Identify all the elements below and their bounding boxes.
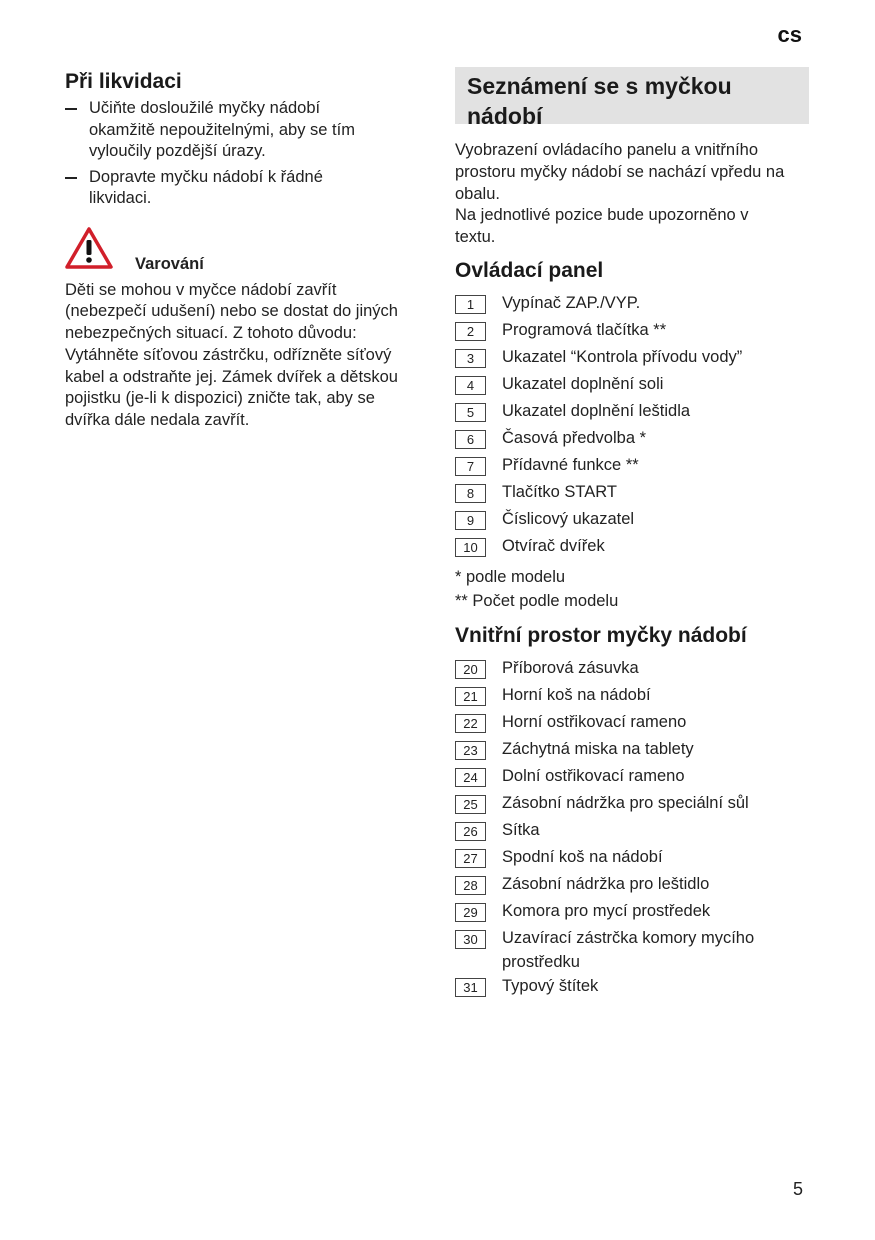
disposal-list (65, 98, 425, 210)
item-label: Ukazatel “Kontrola přívodu vody” (502, 347, 743, 366)
list-item (455, 764, 809, 791)
intro-text-2: Na jednotlivé pozice bude upozorněno v textu. (455, 206, 749, 247)
warning-text: Děti se mohou v myčce nádobí zavřít (nebezpečí udušení) nebo se dostat do jiných nebezpečných situací. Z tohoto důvodu: Vytáhněte síťovou zástrčku, odřízněte síťový kabel a odstraňte jej. Zámek dvířek a dětskou pojistku (je-li k dispozici) zničte tak, aby se dvířka dále nedala zavřít. (65, 280, 398, 430)
warning-triangle-icon (65, 226, 113, 270)
item-number: 9 (455, 511, 486, 530)
list-item (455, 818, 809, 845)
list-item (455, 291, 809, 318)
list-item (455, 710, 809, 737)
interior-heading: Vnitřní prostor myčky nádobí (455, 623, 747, 647)
list-item (455, 683, 809, 710)
item-number: 2 (455, 322, 486, 341)
item-number: 21 (455, 687, 486, 706)
item-label: Sítka (502, 820, 540, 839)
item-number: 31 (455, 978, 486, 997)
item-label: Uzavírací zástrčka komory mycího prostředku (502, 928, 755, 971)
item-label: Komora pro mycí prostředek (502, 901, 711, 920)
item-number: 28 (455, 876, 486, 895)
item-label: Příborová zásuvka (502, 658, 639, 677)
item-label: Vypínač ZAP./VYP. (502, 293, 641, 312)
item-number: 7 (455, 457, 486, 476)
list-item (455, 480, 809, 507)
footnote: ** Počet podle modelu (455, 592, 619, 611)
item-label: Zásobní nádržka pro speciální sůl (502, 793, 749, 812)
list-item (455, 656, 809, 683)
list-item (455, 872, 809, 899)
language-code: cs (777, 22, 802, 47)
list-item (455, 453, 809, 480)
item-label: Číslicový ukazatel (502, 509, 635, 528)
item-number: 29 (455, 903, 486, 922)
item-number: 27 (455, 849, 486, 868)
disposal-heading: Při likvidaci (65, 70, 182, 93)
list-item (455, 974, 809, 1001)
disposal-item: Učiňte dosloužilé myčky nádobí okamžitě nepoužitelnými, aby se tím vyloučily pozdější úrazy. (65, 98, 389, 163)
item-number: 8 (455, 484, 486, 503)
list-item (455, 426, 809, 453)
list-item (455, 791, 809, 818)
footnote: * podle modelu (455, 567, 566, 586)
warning-title: Varování (135, 254, 204, 273)
left-column (65, 70, 425, 432)
item-label: Horní ostřikovací rameno (502, 712, 687, 731)
list-item (455, 534, 809, 561)
interior-list (455, 656, 809, 1001)
item-label: Programová tlačítka ** (502, 320, 667, 339)
item-number: 6 (455, 430, 486, 449)
list-item (455, 345, 809, 372)
item-label: Dolní ostřikovací rameno (502, 766, 685, 785)
list-item (455, 399, 809, 426)
right-column (455, 67, 809, 1001)
item-label: Ukazatel doplnění leštidla (502, 401, 691, 420)
list-item (455, 507, 809, 534)
warning-header (65, 226, 425, 273)
page-number: 5 (792, 1179, 803, 1199)
item-label: Ukazatel doplnění soli (502, 374, 664, 393)
item-number: 5 (455, 403, 486, 422)
control-panel-heading: Ovládací panel (455, 258, 604, 282)
item-number: 30 (455, 930, 486, 949)
list-item (455, 372, 809, 399)
intro-text: Vyobrazení ovládacího panelu a vnitřního prostoru myčky nádobí se nachází vpředu na obalu. (455, 141, 785, 203)
item-number: 10 (455, 538, 486, 557)
item-number: 3 (455, 349, 486, 368)
list-item (455, 845, 809, 872)
item-number: 4 (455, 376, 486, 395)
list-item (455, 318, 809, 345)
list-item (455, 899, 809, 926)
item-number: 20 (455, 660, 486, 679)
item-number: 23 (455, 741, 486, 760)
item-number: 22 (455, 714, 486, 733)
item-label: Zásobní nádržka pro leštidlo (502, 874, 710, 893)
item-number: 1 (455, 295, 486, 314)
item-label: Typový štítek (502, 976, 599, 995)
item-label: Časová předvolba * (502, 428, 647, 447)
list-item (455, 926, 809, 974)
item-label: Přídavné funkce ** (502, 455, 639, 474)
item-label: Spodní koš na nádobí (502, 847, 663, 866)
item-number: 24 (455, 768, 486, 787)
list-item (455, 737, 809, 764)
control-panel-list (455, 291, 809, 561)
item-label: Horní koš na nádobí (502, 685, 651, 704)
item-number: 25 (455, 795, 486, 814)
disposal-item: Dopravte myčku nádobí k řádné likvidaci. (65, 167, 389, 210)
item-label: Záchytná miska na tablety (502, 739, 694, 758)
section-title: Seznámení se s myčkou nádobí (455, 67, 809, 124)
item-label: Otvírač dvířek (502, 536, 605, 555)
footnotes (455, 565, 809, 614)
item-label: Tlačítko START (502, 482, 617, 501)
item-number: 26 (455, 822, 486, 841)
